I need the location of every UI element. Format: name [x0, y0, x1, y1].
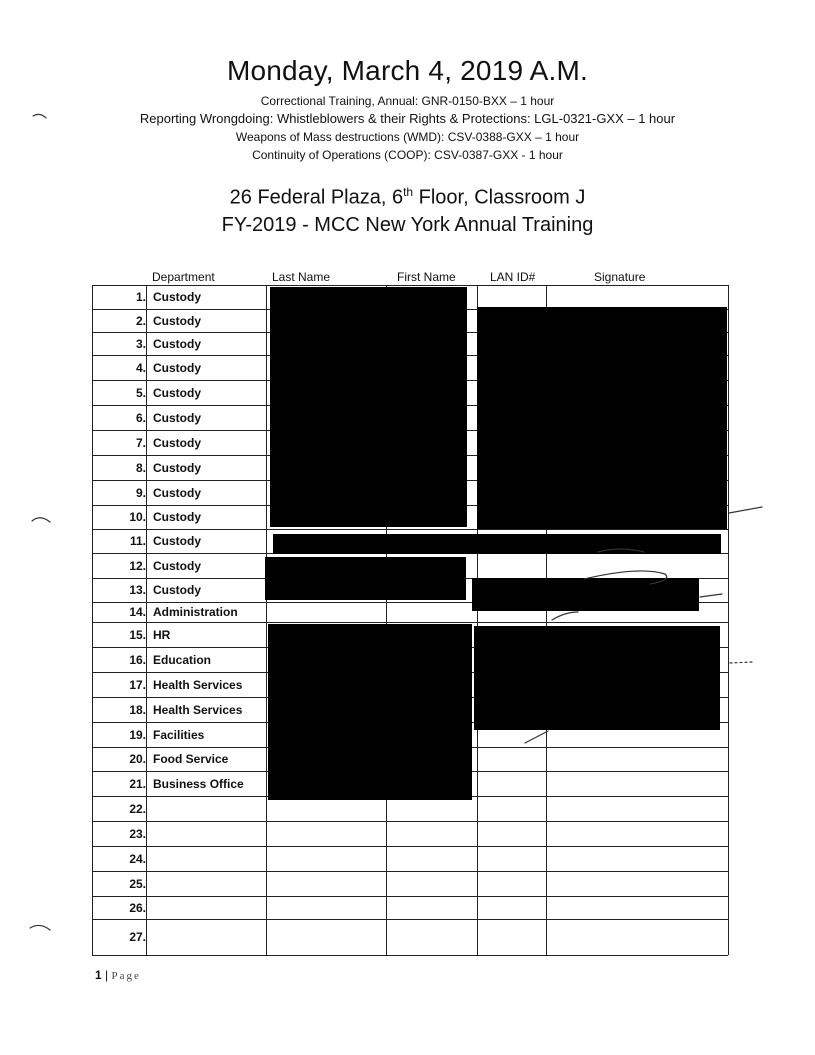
row-department: Custody	[153, 361, 201, 375]
margin-mark	[32, 518, 50, 522]
column-header-first-name: First Name	[397, 270, 456, 284]
row-number: 5.	[135, 386, 146, 400]
row-number: 27.	[129, 930, 146, 944]
signature-stroke	[598, 549, 644, 552]
row-number: 14.	[129, 605, 146, 619]
row-department: Health Services	[153, 703, 243, 717]
column-header-lan-id: LAN ID#	[490, 270, 536, 284]
row-number: 23.	[129, 827, 146, 841]
row-number: 15.	[129, 628, 146, 642]
signature-stroke	[729, 507, 762, 513]
column-header-signature: Signature	[594, 270, 646, 284]
row-number: 20.	[129, 752, 146, 766]
row-number: 8.	[135, 461, 146, 475]
row-number: 11.	[129, 534, 146, 548]
row-department: Custody	[153, 534, 201, 548]
signature-stroke	[584, 571, 667, 584]
row-number: 16.	[129, 653, 146, 667]
course-line-4: Continuity of Operations (COOP): CSV-0387-GXX - 1 hour	[252, 148, 563, 162]
row-number: 3.	[135, 337, 146, 351]
page-footer	[95, 968, 141, 982]
row-number: 18.	[129, 703, 146, 717]
row-department: Custody	[153, 386, 201, 400]
row-number: 24.	[129, 852, 146, 866]
row-number: 6.	[135, 411, 146, 425]
row-department: Facilities	[153, 728, 205, 742]
row-number: 22.	[129, 802, 146, 816]
margin-mark	[30, 925, 50, 930]
course-line-2: Reporting Wrongdoing: Whistleblowers & their Rights & Protections: LGL-0321-GXX – 1 hour	[139, 111, 676, 126]
row-number: 7.	[135, 436, 146, 450]
footer-separator: |	[101, 968, 112, 982]
row-department: Business Office	[153, 777, 244, 791]
row-number: 4.	[135, 361, 146, 375]
row-number: 13.	[129, 583, 146, 597]
row-department: Food Service	[153, 752, 229, 766]
page-number: 1	[95, 968, 102, 982]
location-superscript: th	[403, 185, 414, 199]
row-number: 25.	[129, 877, 146, 891]
margin-mark	[33, 114, 46, 118]
course-line-3: Weapons of Mass destructions (WMD): CSV-0388-GXX – 1 hour	[235, 130, 580, 144]
row-number: 2.	[135, 314, 146, 328]
row-department: Custody	[153, 559, 201, 573]
row-department: HR	[153, 628, 171, 642]
row-department: Education	[153, 653, 212, 667]
row-department: Custody	[153, 510, 201, 524]
column-header-department: Department	[152, 270, 215, 284]
page-label: Page	[111, 970, 141, 982]
row-number: 21.	[129, 777, 146, 791]
signature-stroke	[552, 612, 578, 620]
row-department: Custody	[153, 290, 201, 304]
row-department: Custody	[153, 486, 201, 500]
course-line-1: Correctional Training, Annual: GNR-0150-BXX – 1 hour	[260, 94, 555, 108]
signature-stroke	[700, 594, 722, 597]
row-department: Custody	[153, 436, 201, 450]
signature-stroke	[525, 731, 548, 743]
row-department: Custody	[153, 461, 201, 475]
row-number: 1.	[135, 290, 146, 304]
column-header-last-name: Last Name	[272, 270, 331, 284]
page-title: Monday, March 4, 2019 A.M.	[226, 55, 589, 86]
signature-stroke	[730, 662, 752, 663]
row-number: 9.	[135, 486, 146, 500]
row-department: Custody	[153, 583, 201, 597]
row-department: Administration	[153, 605, 238, 619]
row-number: 12.	[129, 559, 146, 573]
row-number: 17.	[129, 678, 146, 692]
location-rest: Floor, Classroom J	[413, 186, 586, 209]
row-number: 10.	[129, 510, 146, 524]
row-department: Custody	[153, 411, 201, 425]
row-number: 19.	[129, 728, 146, 742]
row-number: 26.	[129, 901, 146, 915]
row-department: Health Services	[153, 678, 243, 692]
row-department: Custody	[153, 337, 201, 351]
row-department: Custody	[153, 314, 201, 328]
location-main: 26 Federal Plaza, 6	[229, 186, 404, 209]
training-program: FY-2019 - MCC New York Annual Training	[221, 214, 594, 236]
